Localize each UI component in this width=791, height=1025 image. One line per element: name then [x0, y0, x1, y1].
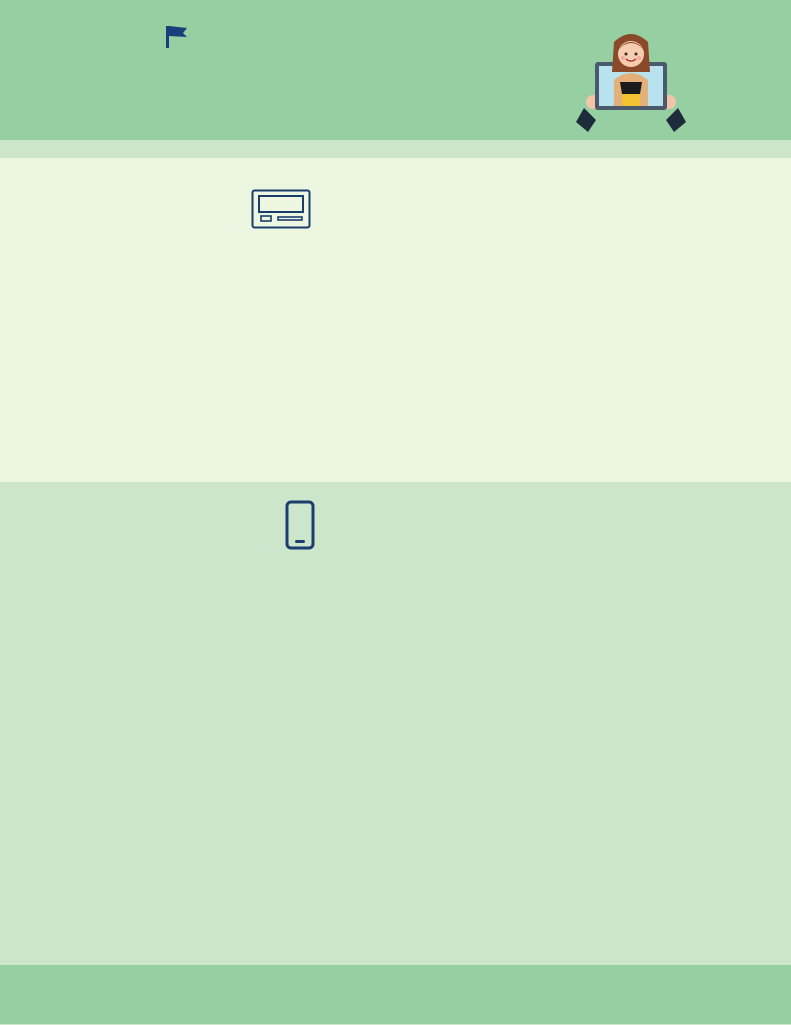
castle-kids-logo — [86, 24, 231, 136]
app-section — [0, 482, 791, 952]
bottom-scallop-border — [0, 945, 791, 1025]
tablet-person-illustration — [574, 28, 688, 136]
kiosk-icon — [251, 189, 311, 229]
phone-icon — [284, 500, 316, 550]
kiosk-section — [0, 158, 791, 482]
flag-icon — [163, 24, 189, 48]
